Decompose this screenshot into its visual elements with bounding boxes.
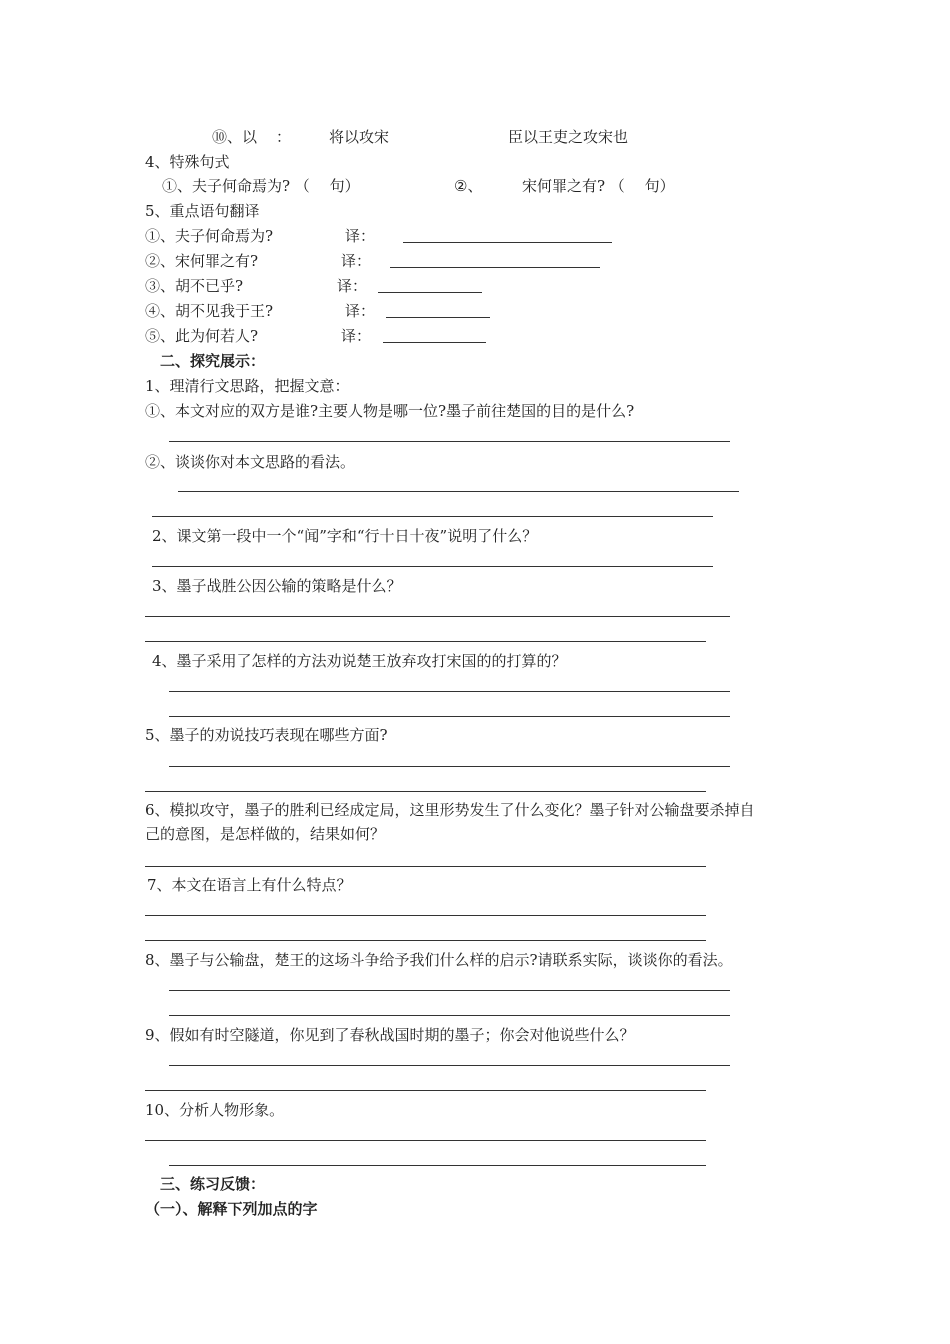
- answer-line[interactable]: [169, 1015, 730, 1016]
- question-9: 9、假如有时空隧道，你见到了春秋战国时期的墨子；你会对他说些什么？: [145, 1026, 635, 1044]
- translation-answer-line[interactable]: [403, 242, 612, 243]
- translation-sentence: ③、胡不已乎?: [145, 277, 244, 295]
- question-6-line-1: 6、模拟攻守，墨子的胜利已经成定局，这里形势发生了什么变化？墨子针对公输盘要杀掉自: [145, 801, 755, 819]
- answer-line[interactable]: [145, 641, 706, 642]
- question-8: 8、墨子与公输盘，楚王的这场斗争给予我们什么样的启示?请联系实际，谈谈你的看法。: [145, 951, 733, 969]
- question-3: 3、墨子战胜公因公输的策略是什么？: [152, 577, 402, 595]
- part-3-heading: 三、练习反馈：: [160, 1175, 266, 1193]
- answer-line[interactable]: [145, 866, 706, 867]
- question-4: 4、墨子采用了怎样的方法劝说楚王放弃攻打宋国的的打算的？: [152, 652, 567, 670]
- question-1-sub-2: ②、谈谈你对本文思路的看法。: [145, 453, 356, 471]
- question-10: 10、分析人物形象。: [145, 1101, 285, 1119]
- translation-label: 译：: [341, 327, 372, 345]
- item10-example-1: 将以攻宋: [329, 128, 390, 146]
- item10-colon: ：: [276, 128, 292, 146]
- answer-line[interactable]: [145, 616, 730, 617]
- section-5-title: 5、重点语句翻译: [145, 202, 260, 220]
- answer-line[interactable]: [178, 491, 739, 492]
- answer-line[interactable]: [169, 441, 730, 442]
- question-7: 7、本文在语言上有什么特点？: [147, 876, 352, 894]
- translation-label: 译：: [345, 227, 376, 245]
- sentence-item-2-number: ②、: [454, 177, 483, 195]
- translation-sentence: ①、夫子何命焉为?: [145, 227, 274, 245]
- answer-line[interactable]: [145, 915, 706, 916]
- sentence-item-1: ①、夫子何命焉为? （ 句）: [162, 177, 360, 195]
- question-2: 2、课文第一段中一个“闻”字和“行十日十夜”说明了什么？: [152, 527, 538, 545]
- translation-sentence: ⑤、此为何若人?: [145, 327, 259, 345]
- answer-line[interactable]: [145, 1140, 706, 1141]
- answer-line[interactable]: [169, 990, 730, 991]
- part-3-subheading: （一）、解释下列加点的字: [145, 1200, 318, 1218]
- answer-line[interactable]: [145, 1090, 706, 1091]
- translation-answer-line[interactable]: [378, 292, 482, 293]
- part-2-heading: 二、探究展示：: [160, 352, 266, 370]
- translation-answer-line[interactable]: [390, 267, 600, 268]
- answer-line[interactable]: [169, 1065, 730, 1066]
- answer-line[interactable]: [152, 516, 713, 517]
- answer-line[interactable]: [169, 1165, 706, 1166]
- translation-answer-line[interactable]: [383, 342, 486, 343]
- answer-line[interactable]: [152, 566, 713, 567]
- question-5: 5、墨子的劝说技巧表现在哪些方面?: [145, 726, 388, 744]
- item10-label: ⑩、以: [212, 128, 258, 146]
- translation-sentence: ②、宋何罪之有?: [145, 252, 259, 270]
- answer-line[interactable]: [169, 716, 730, 717]
- question-1-sub-1: ①、本文对应的双方是谁?主要人物是哪一位?墨子前往楚国的目的是什么?: [145, 402, 635, 420]
- answer-line[interactable]: [145, 940, 706, 941]
- section-4-title: 4、特殊句式: [145, 153, 230, 171]
- translation-label: 译：: [341, 252, 372, 270]
- question-1-title: 1、理清行文思路，把握文意：: [145, 377, 350, 395]
- item10-example-2: 臣以王吏之攻宋也: [508, 128, 629, 146]
- sentence-item-2-text: 宋何罪之有? （ 句）: [522, 177, 675, 195]
- answer-line[interactable]: [169, 691, 730, 692]
- translation-label: 译：: [345, 302, 376, 320]
- translation-sentence: ④、胡不见我于王?: [145, 302, 274, 320]
- question-6-line-2: 己的意图，是怎样做的，结果如何？: [145, 825, 386, 843]
- translation-label: 译：: [337, 277, 368, 295]
- translation-answer-line[interactable]: [386, 317, 490, 318]
- answer-line[interactable]: [169, 766, 730, 767]
- answer-line[interactable]: [145, 791, 706, 792]
